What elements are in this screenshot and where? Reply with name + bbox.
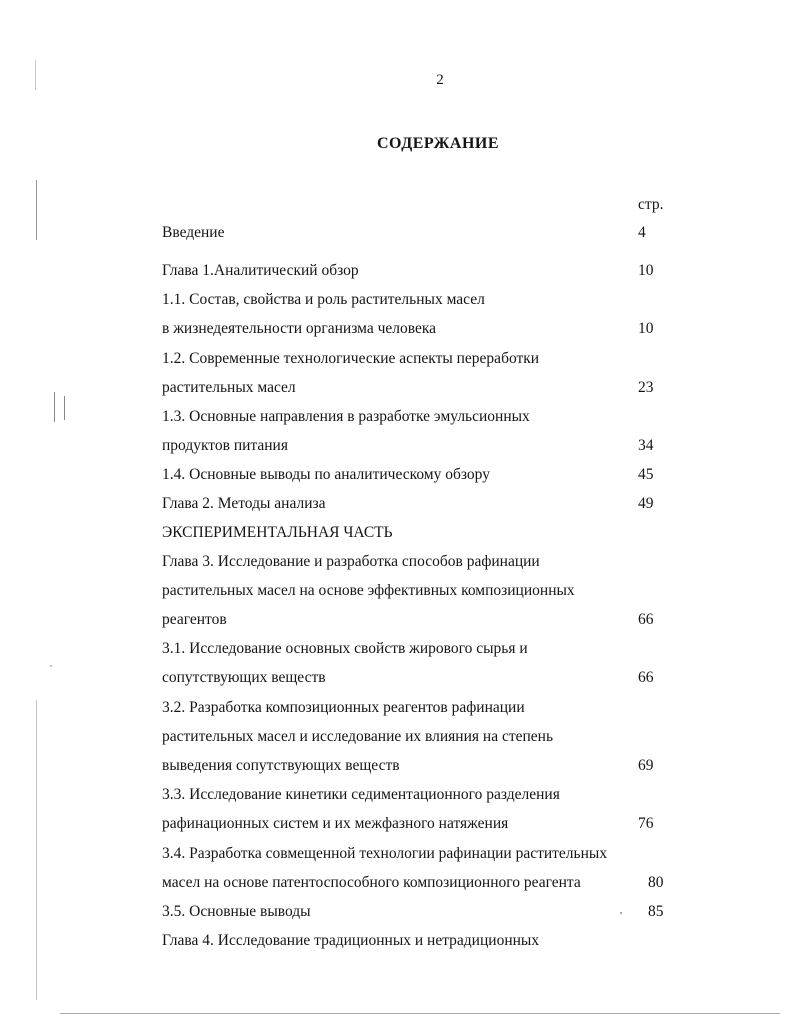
toc-entry-text: 3.4. Разработка совмещенной технологии рафинации растительных bbox=[162, 845, 608, 862]
toc-entry-page: 66 bbox=[638, 611, 654, 628]
toc-entry-text: 1.4. Основные выводы по аналитическому обзору bbox=[162, 466, 490, 483]
toc-entry-text: масел на основе патентоспособного композиционного реагента bbox=[162, 874, 581, 891]
toc-entry-text: Глава 3. Исследование и разработка способов рафинации bbox=[162, 553, 540, 570]
toc-entry-text: 3.1. Исследование основных свойств жирового сырья и bbox=[162, 640, 528, 657]
toc-entry-page: 69 bbox=[638, 757, 654, 774]
pages-column-label: стр. bbox=[638, 196, 664, 213]
toc-entry-text: реагентов bbox=[162, 611, 227, 628]
toc-entry-text: рафинационных систем и их межфазного натяжения bbox=[162, 815, 509, 832]
toc-entry-page: 80 bbox=[648, 874, 664, 891]
toc-entry-text: растительных масел и исследование их влияния на степень bbox=[162, 728, 554, 745]
scan-edge-line bbox=[36, 700, 37, 1000]
toc-entry-text: продуктов питания bbox=[162, 437, 288, 454]
toc-entry-page: 10 bbox=[638, 262, 654, 279]
toc-entry-page: 23 bbox=[638, 379, 654, 396]
toc-entry-page: 34 bbox=[638, 437, 654, 454]
toc-entry-text: 1.2. Современные технологические аспекты переработки bbox=[162, 350, 540, 367]
toc-entry-text: 1.3. Основные направления в разработке эмульсионных bbox=[162, 408, 530, 425]
page-number: 2 bbox=[436, 72, 444, 88]
toc-entry-text: сопутствующих веществ bbox=[162, 669, 326, 686]
toc-entry-text: Глава 2. Методы анализа bbox=[162, 495, 326, 512]
scan-speck bbox=[50, 665, 52, 667]
scan-speck bbox=[620, 912, 622, 914]
toc-entry-text: растительных масел bbox=[162, 379, 296, 396]
toc-title: СОДЕРЖАНИЕ bbox=[377, 135, 500, 152]
toc-entry-text: Введение bbox=[162, 224, 225, 241]
scan-margin-mark bbox=[54, 392, 55, 422]
toc-entry-text: Глава 4. Исследование традиционных и нетрадиционных bbox=[162, 932, 540, 949]
toc-entry-text: растительных масел на основе эффективных композиционных bbox=[162, 582, 575, 599]
toc-entry-page: 4 bbox=[638, 224, 646, 241]
toc-entry-text: 3.2. Разработка композиционных реагентов рафинации bbox=[162, 699, 525, 716]
toc-entry-page: 49 bbox=[638, 495, 654, 512]
toc-entry-text: Глава 1.Аналитический обзор bbox=[162, 262, 359, 279]
toc-entry-page: 10 bbox=[638, 320, 654, 337]
toc-entry-page: 66 bbox=[638, 669, 654, 686]
toc-entry-text: выведения сопутствующих веществ bbox=[162, 757, 400, 774]
toc-entry-text: 3.3. Исследование кинетики седиментационного разделения bbox=[162, 786, 560, 803]
scan-bottom-line bbox=[60, 1013, 780, 1014]
toc-entry-page: 45 bbox=[638, 466, 654, 483]
toc-entry-text: ЭКСПЕРИМЕНТАЛЬНАЯ ЧАСТЬ bbox=[162, 524, 393, 541]
scan-edge-line bbox=[35, 60, 36, 90]
toc-entry-page: 76 bbox=[638, 815, 654, 832]
toc-entry-text: 1.1. Состав, свойства и роль растительных масел bbox=[162, 291, 485, 308]
scan-margin-mark bbox=[64, 396, 65, 420]
scan-edge-line bbox=[36, 180, 37, 240]
toc-entry-text: 3.5. Основные выводы bbox=[162, 903, 311, 920]
toc-entry-page: 85 bbox=[648, 903, 664, 920]
toc-entry-text: в жизнедеятельности организма человека bbox=[162, 320, 437, 337]
